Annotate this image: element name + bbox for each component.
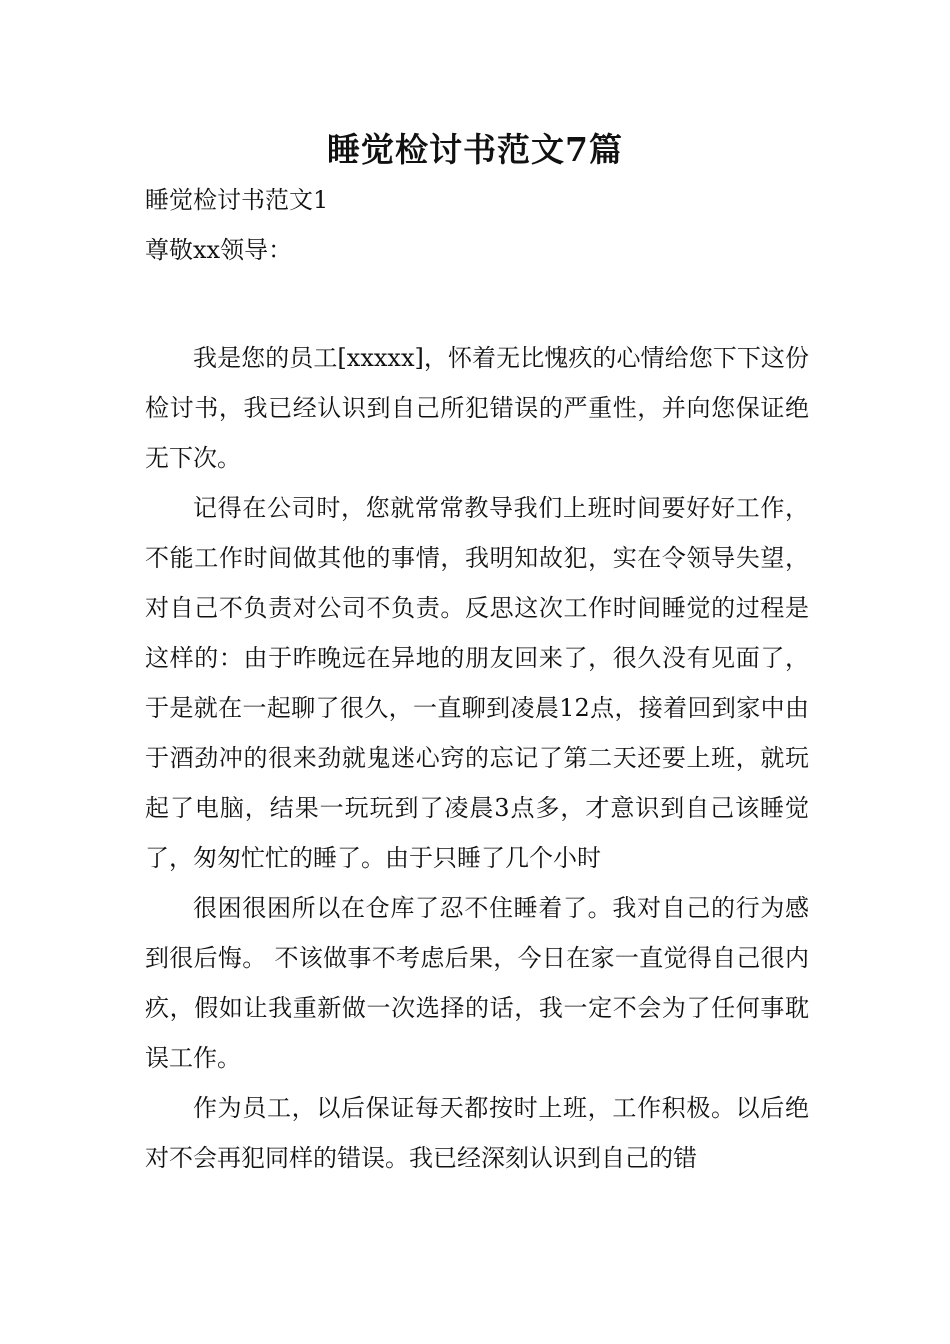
paragraph-3: 很困很困所以在仓库了忍不住睡着了。我对自己的行为感到很后悔。 不该做事不考虑后果，今日在家一直觉得自己很内疚，假如让我重新做一次选择的话，我一定不会为了任何事耽误工作。 [145, 894, 809, 1072]
paragraph-2: 记得在公司时，您就常常教导我们上班时间要好好工作，不能工作时间做其他的事情，我明知故犯，实在令领导失望，对自己不负责对公司不负责。反思这次工作时间睡觉的过程是这样的：由于昨晚远在异地的朋友回来了，很久没有见面了，于是就在一起聊了很久，一直聊到凌晨12点，接着回到家中由于酒劲冲的很来劲就鬼迷心窍的忘记了第二天还要上班，就玩起了电脑，结果一玩玩到了凌晨3点多，才意识到自己该睡觉了，匆匆忙忙的睡了。由于只睡了几个小时 [145, 494, 809, 872]
document-title: 睡觉检讨书范文7篇 [327, 130, 623, 169]
paragraph-1: 我是您的员工[xxxxx]，怀着无比愧疚的心情给您下下这份检讨书，我已经认识到自己所犯错误的严重性，并向您保证绝无下次。 [145, 344, 809, 472]
paragraph-4: 作为员工，以后保证每天都按时上班，工作积极。以后绝对不会再犯同样的错误。我已经深刻认识到自己的错 [145, 1094, 809, 1172]
letter-body [145, 333, 809, 1183]
section-heading: 睡觉检讨书范文1 [145, 186, 329, 214]
salutation: 尊敬xx领导： [145, 236, 293, 264]
